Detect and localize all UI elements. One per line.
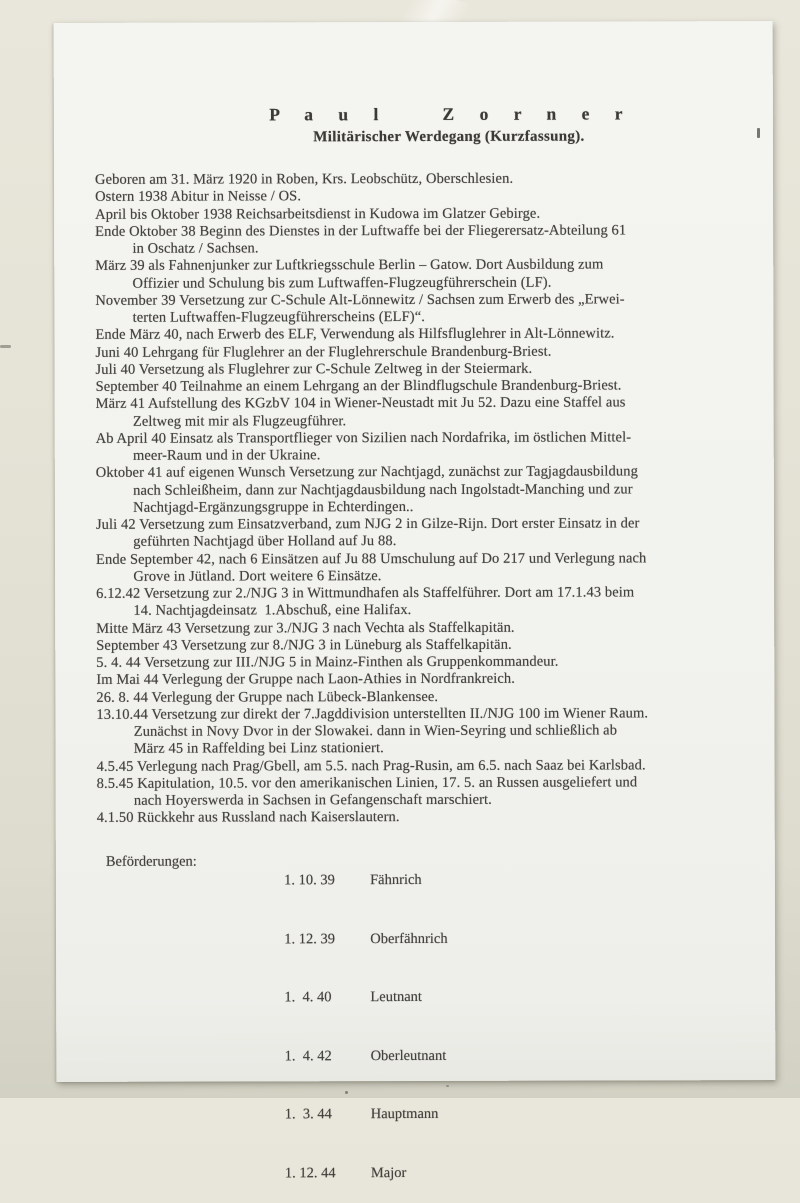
text-line: 4.1.50 Rückkehr aus Russland nach Kaiserslautern.	[96, 809, 400, 827]
page-title: P a u l Z o r n e r	[269, 103, 629, 125]
text-line: September 43 Versetzung zur 8./NJG 3 in Lüneburg als Staffelkapitän.	[96, 636, 512, 654]
promotion-date: 1. 12. 39	[284, 930, 336, 947]
text-line: März 41 Aufstellung des KGzbV 104 in Wiener-Neustadt mit Ju 52. Dazu eine Staffel aus	[95, 394, 626, 413]
promotion-date: 1. 12. 44	[284, 1164, 336, 1181]
stray-pen-mark-left	[0, 345, 11, 348]
promotion-row	[248, 910, 448, 969]
text-line: Grove in Jütland. Dort weitere 6 Einsätze.	[96, 567, 382, 585]
text-line: Ostern 1938 Abitur in Neisse / OS.	[95, 188, 302, 206]
promotion-date: 1. 4. 42	[284, 1047, 332, 1064]
career-text	[95, 170, 751, 827]
promotion-rank: Major	[370, 1164, 407, 1181]
text-line: April bis Oktober 1938 Reichsarbeitsdienst in Kudowa im Glatzer Gebirge.	[95, 205, 541, 223]
dust-speck	[446, 1085, 449, 1087]
document-content	[54, 21, 776, 1203]
page-subtitle: Militärischer Werdegang (Kurzfassung).	[313, 128, 585, 146]
text-line: März 45 in Raffelding bei Linz stationiert.	[96, 740, 384, 758]
promotions-label: Beförderungen:	[105, 853, 197, 870]
promotions-table	[248, 851, 448, 1203]
promotion-row	[249, 1144, 449, 1203]
text-line: Offizier und Schulung bis zum Luftwaffen-Flugzeugführerschein (LF).	[95, 274, 552, 292]
promotion-date: 1. 10. 39	[284, 872, 335, 889]
text-line: in Oschatz / Sachsen.	[95, 240, 259, 257]
text-line: 13.10.44 Versetzung zur direkt der 7.Jagddivision unterstellten II./NJG 100 im Wiener Raum.	[96, 705, 649, 723]
text-line: November 39 Versetzung zur C-Schule Alt-Lönnewitz / Sachsen zum Erwerb des „Erwei-	[95, 291, 625, 309]
text-line: Geboren am 31. März 1920 in Roben, Krs. Leobschütz, Oberschlesien.	[95, 170, 514, 188]
text-line: geführten Nachtjagd über Holland auf Ju 88.	[95, 533, 397, 551]
promotion-date: 1. 3. 44	[284, 1106, 332, 1123]
text-line: Zeltweg mit mir als Flugzeugführer.	[95, 412, 347, 430]
text-line: 6.12.42 Versetzung zur 2./NJG 3 in Wittmundhafen als Staffelführer. Dort am 17.1.43 beim	[96, 584, 635, 602]
text-line: Ende März 40, nach Erwerb des ELF, Verwendung als Hilfsfluglehrer in Alt-Lönnewitz.	[95, 325, 615, 344]
text-line: nach Hoyerswerda in Sachsen in Gefangenschaft marschiert.	[96, 791, 492, 809]
document-heading	[122, 103, 776, 147]
text-line: terten Luftwaffen-Flugzeugführerscheins (ELF)“.	[95, 308, 425, 326]
promotion-rank: Oberleutnant	[370, 1047, 447, 1064]
text-line: Ab April 40 Einsatz als Transportflieger von Sizilien nach Nordafrika, im östlichen Mittel-	[95, 429, 632, 447]
promotion-rank: Hauptmann	[370, 1105, 439, 1123]
text-line: Juni 40 Lehrgang für Fluglehrer an der Fluglehrerschule Brandenburg-Briest.	[95, 343, 552, 361]
text-line: 14. Nachtjagdeinsatz 1.Abschuß, eine Halifax.	[96, 602, 412, 620]
promotions-section	[106, 851, 752, 1203]
text-line: Juli 42 Versetzung zum Einsatzverband, zum NJG 2 in Gilze-Rijn. Dort erster Einsatz in der	[95, 515, 640, 533]
promotion-rank: Leutnant	[370, 988, 422, 1006]
text-line: meer-Raum und in der Ukraine.	[95, 447, 321, 464]
text-line: 4.5.45 Verlegung nach Prag/Gbell, am 5.5. nach Prag-Rusin, am 6.5. nach Saaz bei Karlsbad.	[96, 756, 646, 775]
text-line: Zunächst in Novy Dvor in der Slowakei. dann in Wien-Seyring und schließlich ab	[96, 722, 618, 740]
text-line: 8.5.45 Kapitulation, 10.5. vor den amerikanischen Linien, 17. 5. an Russen ausgeliefert und	[96, 774, 638, 792]
promotion-row	[248, 968, 448, 1027]
text-line: März 39 als Fahnenjunker zur Luftkriegsschule Berlin – Gatow. Dort Ausbildung zum	[95, 256, 604, 275]
text-line: 5. 4. 44 Versetzung zur III./NJG 5 in Mainz-Finthen als Gruppenkommandeur.	[96, 653, 559, 671]
text-line: Juli 40 Versetzung als Fluglehrer zur C-Schule Zeltweg in der Steiermark.	[95, 360, 533, 378]
text-line: Ende September 42, nach 6 Einsätzen auf Ju 88 Umschulung auf Do 217 und Verlegung nach	[95, 549, 647, 568]
text-line: Ende Oktober 38 Beginn des Dienstes in der Luftwaffe bei der Fliegerersatz-Abteilung 61	[95, 222, 627, 240]
promotion-row	[248, 1027, 448, 1086]
promotion-date: 1. 4. 40	[284, 989, 332, 1006]
promotion-row	[248, 851, 448, 910]
text-line: Mitte März 43 Versetzung zur 3./NJG 3 nach Vechta als Staffelkapitän.	[96, 619, 515, 637]
text-line: nach Schleißheim, dann zur Nachtjagdausbildung nach Ingolstadt-Manching und zur	[95, 480, 633, 499]
promotion-rank: Fähnrich	[370, 871, 422, 889]
stray-pen-mark-right	[757, 128, 760, 138]
dust-speck	[345, 1091, 348, 1094]
text-line: Nachtjagd-Ergänzungsgruppe in Echterdingen..	[95, 498, 414, 516]
promotion-rank: Oberfähnrich	[370, 930, 448, 947]
text-line: Oktober 41 auf eigenen Wunsch Versetzung zur Nachtjagd, zunächst zur Tagjagdausbildung	[95, 463, 638, 482]
text-line: 26. 8. 44 Verlegung der Gruppe nach Lübeck-Blankensee.	[96, 688, 439, 706]
text-line: Im Mai 44 Verlegung der Gruppe nach Laon-Athies in Nordfrankreich.	[96, 670, 516, 689]
text-line: September 40 Teilnahme an einem Lehrgang an der Blindflugschule Brandenburg-Briest.	[95, 377, 622, 395]
promotion-row	[248, 1085, 448, 1144]
paper-sheet	[54, 21, 776, 1181]
